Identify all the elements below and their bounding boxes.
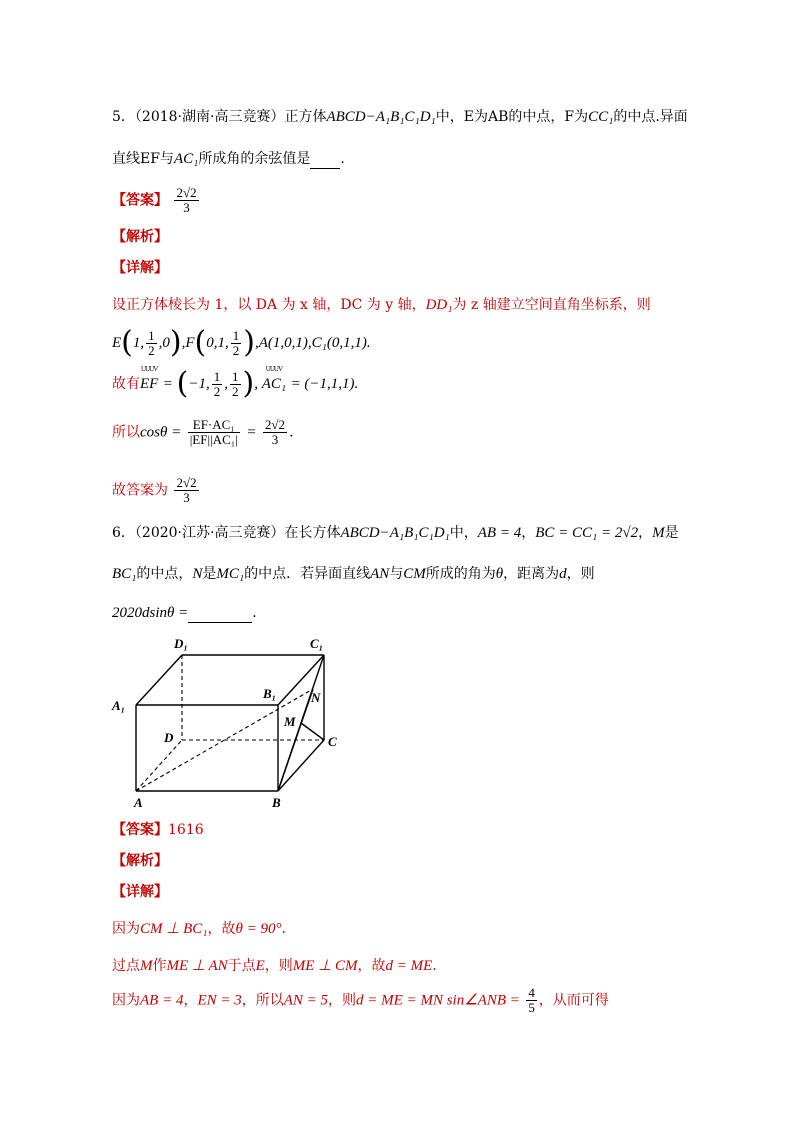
paren-open: ( — [194, 325, 207, 360]
q5-answer-den: 3 — [183, 200, 190, 215]
s2-e: 于点 — [227, 958, 256, 974]
q5-number: 5． — [112, 109, 135, 125]
vec-ef-text: EF — [140, 376, 159, 392]
q5-answer-fraction — [174, 186, 198, 215]
q6-analysis-label: 【解析】 — [112, 853, 168, 869]
coord-e-b: ,0 — [158, 335, 170, 351]
label-D: D — [164, 730, 174, 745]
cos-intro: 所以 — [112, 424, 140, 441]
q6-line2-d: 与 — [389, 566, 404, 582]
coord-e-a: 1, — [132, 335, 145, 351]
half-num: 1 — [232, 368, 239, 384]
q5-setup — [112, 295, 651, 315]
s2-a: 过点 — [112, 958, 140, 974]
q6-bc1: BC₁ — [112, 566, 137, 582]
q6-cm: CM — [403, 566, 426, 582]
coord-f-label: ,F — [181, 335, 195, 351]
vec-ef-c: , — [224, 376, 228, 392]
q6-line3 — [112, 603, 266, 623]
label-B1: B₁ — [263, 686, 277, 701]
half-fraction — [212, 370, 223, 399]
s2-i: ，故 — [357, 958, 386, 974]
q6-line2-a: 的中点， — [136, 566, 193, 582]
vec-ac1-text: AC₁ — [261, 376, 287, 392]
q6-ab: AB = 4 — [477, 525, 522, 541]
q6-n: N — [192, 566, 203, 582]
s3-den: 5 — [528, 1000, 535, 1015]
answer-label: 【答案】 — [112, 192, 168, 209]
q5-coords — [112, 325, 371, 360]
paren-close: ) — [242, 366, 255, 401]
q5-cube: ABCD−A₁B₁C₁D₁ — [326, 109, 436, 125]
q6-step3 — [112, 986, 609, 1015]
vec-ef-eq: = — [162, 376, 177, 392]
half-den: 2 — [232, 383, 239, 399]
s1-d: θ = 90° — [235, 921, 282, 937]
label-A: A — [134, 795, 143, 810]
s2-g: ，则 — [264, 958, 293, 974]
s3-h: d = ME = MN sin∠ANB = — [356, 992, 520, 1009]
s3-e: ，所以 — [241, 992, 284, 1009]
q6-theta: θ — [495, 566, 504, 582]
paren-close: ) — [169, 325, 182, 360]
q6-line1 — [112, 523, 679, 543]
q5-answer — [112, 186, 201, 215]
s3-a: 因为 — [112, 992, 140, 1009]
q5-line2-a: 直线EF与 — [112, 151, 174, 167]
q6-number: 6． — [112, 525, 135, 541]
q5-source: （2018·湖南·高三竞赛）正方体 — [134, 109, 327, 125]
q6-m: M — [652, 525, 665, 541]
coord-a-c1: ,A(1,0,1),C₁(0,1,1). — [254, 335, 371, 351]
vector-arrow-icon: UUUV — [265, 365, 283, 373]
s1-e: ． — [281, 921, 296, 937]
q6-answer-value: 1616 — [168, 822, 204, 838]
paren-close: ) — [243, 325, 255, 360]
q5-line2 — [112, 149, 345, 169]
vec-intro: 故有 — [112, 376, 140, 392]
cos-value-fraction — [263, 418, 287, 447]
coord-f-a: 0,1, — [206, 335, 229, 351]
s1-c: ，故 — [207, 921, 236, 937]
final-num: 2√2 — [176, 475, 197, 490]
cos-expr: cosθ = — [140, 424, 182, 441]
cos-eq: = — [246, 424, 257, 441]
q6-source: （2020·江苏·高三竞赛）在长方体 — [134, 525, 341, 541]
q6-stem-b: ， — [638, 525, 653, 541]
q5-ac1: AC₁ — [173, 151, 199, 167]
half-den: 2 — [148, 342, 155, 358]
s1-b: CM ⊥ BC₁ — [140, 921, 208, 937]
q6-stem-a: 中， — [449, 525, 478, 541]
s2-h: ME ⊥ CM — [292, 958, 358, 974]
paren-open: ( — [121, 325, 133, 360]
q6-detail-label: 【详解】 — [112, 884, 168, 900]
q5-stem-a: 中，E为AB的中点，F为 — [435, 109, 589, 125]
q5-answer-num: 2√2 — [176, 185, 197, 200]
q5-period: . — [340, 151, 345, 167]
s3-d: EN = 3 — [197, 992, 242, 1009]
q6-mc1: MC₁ — [216, 566, 245, 582]
q5-dd1: DD₁ — [425, 297, 453, 313]
s3-g: ，则 — [328, 992, 357, 1009]
q6-sep: ， — [521, 525, 536, 541]
q5-detail-label: 【详解】 — [112, 260, 168, 276]
half-fraction — [146, 329, 157, 358]
q6-d: d — [559, 566, 567, 582]
label-B: B — [272, 795, 281, 810]
q6-stem-c: 是 — [664, 525, 679, 541]
cos-fraction — [188, 418, 240, 447]
q6-line2-c: 的中点．若异面直线 — [244, 566, 371, 582]
q5-line1 — [112, 107, 688, 127]
box-figure — [108, 630, 358, 815]
label-C1: C₁ — [310, 636, 324, 651]
s3-fraction — [526, 986, 537, 1015]
q6-line3-expr: 2020dsinθ = — [112, 605, 189, 621]
s3-f: AN = 5 — [283, 992, 329, 1009]
q6-bc: BC = CC₁ = 2√2 — [535, 525, 639, 541]
q6-box: ABCD−A₁B₁C₁D₁ — [340, 525, 450, 541]
paren-open: ( — [176, 366, 189, 401]
label-M: M — [284, 714, 296, 729]
q5-setup-b: 为 z 轴建立空间直角坐标系，则 — [452, 297, 651, 313]
half-fraction — [231, 329, 242, 358]
q5-line2-b: 所成角的余弦值是 — [198, 151, 311, 167]
q5-stem-b: 的中点.异面 — [613, 109, 688, 125]
q6-step1 — [112, 919, 295, 939]
coord-e-label: E — [112, 335, 122, 351]
q5-cos — [112, 418, 294, 447]
q6-line3-end: ． — [252, 605, 267, 621]
half-num: 1 — [232, 327, 240, 343]
label-C: C — [328, 734, 337, 749]
q5-final — [112, 476, 201, 505]
label-A1: A₁ — [112, 698, 126, 713]
q5-cc1: CC₁ — [588, 109, 614, 125]
q5-setup-a: 设正方体棱长为 1，以 DA 为 x 轴，DC 为 y 轴， — [112, 297, 426, 313]
q6-line2-g: ，则 — [566, 566, 595, 582]
q5-analysis-label: 【解析】 — [112, 229, 168, 245]
label-N: N — [311, 690, 321, 705]
cos-num: EF·AC₁ — [188, 418, 240, 433]
half-den: 2 — [232, 342, 240, 358]
cos-den: |EF||AC₁| — [189, 432, 238, 447]
half-num: 1 — [213, 368, 221, 384]
cos-tail: . — [289, 424, 294, 441]
label-D1: D₁ — [174, 636, 188, 651]
q6-answer-blank — [188, 608, 252, 623]
q6-line2-e: 所成的角为 — [425, 566, 496, 582]
half-den: 2 — [213, 383, 221, 399]
final-intro: 故答案为 — [112, 482, 168, 499]
s3-c: ， — [183, 992, 198, 1009]
half-num: 1 — [148, 327, 155, 343]
q6-answer — [112, 820, 204, 840]
vec-ef-b: −1, — [188, 376, 210, 392]
s3-i: ，从而可得 — [538, 992, 609, 1009]
q6-step2 — [112, 956, 446, 976]
q6-line2 — [112, 564, 595, 584]
s2-k: ． — [432, 958, 447, 974]
s2-c: 作 — [152, 958, 167, 974]
q5-answer-blank — [310, 154, 340, 169]
s1-a: 因为 — [112, 921, 140, 937]
s3-num: 4 — [528, 985, 535, 1000]
s2-f: E — [255, 958, 265, 974]
q5-vectors: 故有 UUUV EF = (−1, $\frac{1}{2}$ , $\frac{1}{2}$ ), UUUV AC₁ = (−1,1,1). — [112, 365, 359, 401]
vector-arrow-icon: UUUV — [141, 365, 158, 373]
s2-j: d = ME — [385, 958, 433, 974]
vec-ac1 — [261, 365, 287, 394]
s3-b: AB = 4 — [140, 992, 184, 1009]
s2-b: M — [140, 958, 153, 974]
vec-ac1-val: = (−1,1,1). — [290, 376, 359, 392]
answer-label: 【答案】 — [112, 822, 168, 838]
s2-d: ME ⊥ AN — [166, 958, 228, 974]
cos-value-num: 2√2 — [264, 417, 286, 432]
cos-value-den: 3 — [271, 432, 279, 447]
half-fraction — [230, 370, 241, 399]
final-den: 3 — [183, 490, 190, 505]
q6-line2-b: 是 — [202, 566, 217, 582]
vec-ef — [140, 365, 159, 394]
final-fraction — [174, 476, 198, 505]
q6-an: AN — [370, 566, 390, 582]
q6-line2-f: ，距离为 — [503, 566, 560, 582]
